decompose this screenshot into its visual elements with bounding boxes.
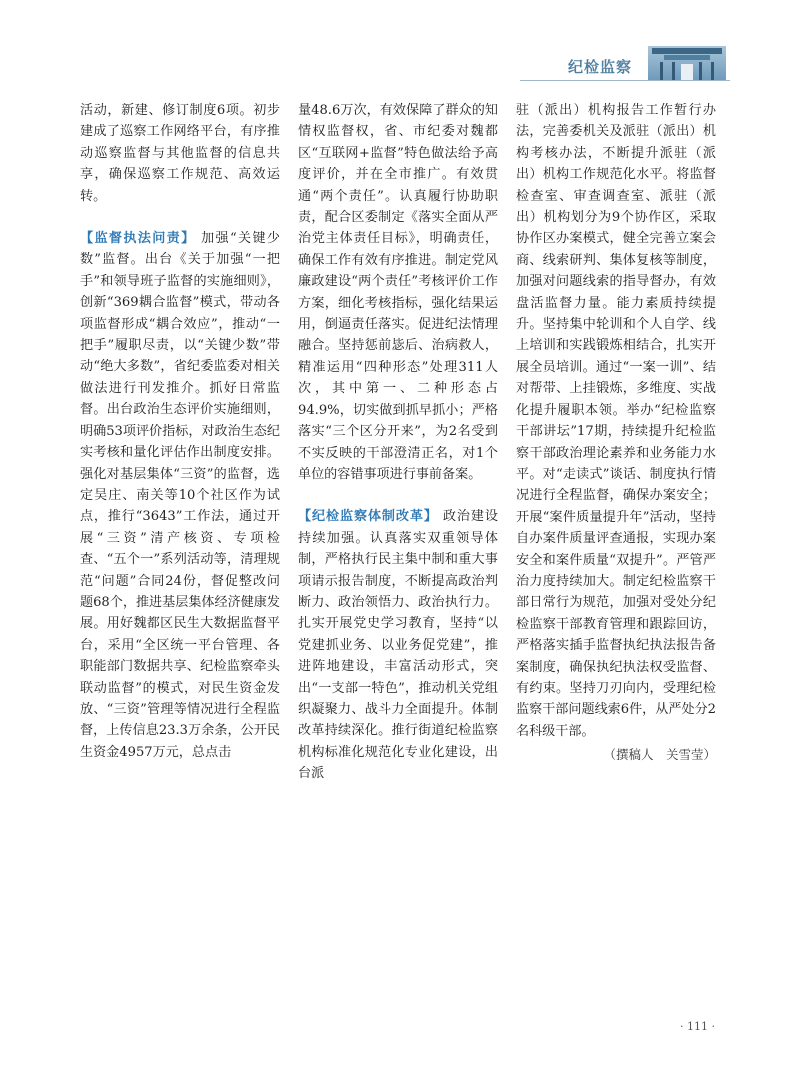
page-number: · 111 · bbox=[680, 1020, 715, 1033]
section-heading: 【监督执法问责】 bbox=[80, 231, 196, 247]
column-2 bbox=[298, 100, 498, 785]
paragraph: 活动，新建、修订制度6项。初步建成了巡察工作网络平台，有序推动巡察监督与其他监督的信息共享，确保巡察工作规范、高效运转。 bbox=[80, 103, 280, 204]
paragraph bbox=[298, 506, 498, 784]
column-1 bbox=[80, 100, 280, 763]
column-3 bbox=[516, 100, 716, 766]
author-signature: （撰稿人 关雪莹） bbox=[603, 747, 716, 763]
building-illustration-icon bbox=[648, 46, 726, 80]
section-body: 加强“关键少数”监督。出台《关于加强“一把手”和领导班子监督的实施细则》，创新“369耦合监督”模式，带动各项监督形成“耦合效应”，推动“一把手”履职尽责，以“关键少数”带动“绝大多数”，省纪委监委对相关做法进行刊发推介。抓好日常监督。出台政治生态评价实施细则，明确53项评价指标，对政治生态纪实考核和量化评估作出制度安排。强化对基层集体“三资”的监督，选定吴庄、南关等10个社区作为试点，推行“3643”工作法，通过开展“三资”清产核资、专项检查、“五个一”系列活动等，清理规范“问题”合同24份，督促整改问题68个，推进基层集体经济健康发展。用好魏都区民生大数据监督平台，采用“全区统一平台管理、各职能部门数据共享、纪检监察牵头联动监督”的模式，对民生资金发放、“三资”管理等情况进行全程监督，上传信息23.3万余条，公开民生资金4957万元，总点击 bbox=[80, 231, 280, 760]
paragraph: 量48.6万次，有效保障了群众的知情权监督权，省、市纪委对魏都区“互联网+监督”特色做法给予高度评价，并在全市推广。有效贯通“两个责任”。认真履行协助职责，配合区委制定《落实全面从严治党主体责任目标》，明确责任，确保工作有效有序推进。制定党风廉政建设“两个责任”考核评价工作方案，细化考核指标，强化结果运用，倒逼责任落实。促进纪法情理融合。坚持惩前毖后、治病救人，精准运用“四种形态”处理311人次，其中第一、二种形态占94.9%，切实做到抓早抓小；严格落实“三个区分开来”，为2名受到不实反映的干部澄清正名，对1个单位的容错事项进行事前备案。 bbox=[298, 103, 498, 482]
header-divider bbox=[520, 80, 730, 81]
paragraph bbox=[80, 228, 280, 763]
section-title: 纪检监察 bbox=[568, 58, 633, 76]
section-heading: 【纪检监察体制改革】 bbox=[298, 509, 438, 525]
section-body: 政治建设持续加强。认真落实双重领导体制，严格执行民主集中制和重大事项请示报告制度，不断提高政治判断力、政治领悟力、政治执行力。扎实开展党史学习教育，坚持“以党建抓业务、以业务促党建”，推进阵地建设，丰富活动形式，突出“一支部一特色”，推动机关党组织凝聚力、战斗力全面提升。体制改革持续深化。推行街道纪检监察机构标准化规范化专业化建设，出台派 bbox=[298, 509, 499, 782]
paragraph: 驻（派出）机构报告工作暂行办法，完善委机关及派驻（派出）机构考核办法，不断提升派驻（派出）机构工作规范化水平。将监督检查室、审查调查室、派驻（派出）机构划分为9个协作区，采取协作区办案模式，健全完善立案会商、线索研判、集体复核等制度，加强对问题线索的指导督办，有效盘活监督力量。能力素质持续提升。坚持集中轮训和个人自学、线上培训和实践锻炼相结合，扎实开展全员培训。通过“一案一训”、结对帮带、上挂锻炼，多维度、实战化提升履职本领。举办“纪检监察干部讲坛”17期，持续提升纪检监察干部政治理论素养和业务能力水平。对“走读式”谈话、制度执行情况进行全程监督，确保办案安全；开展“案件质量提升年”活动，坚持自办案件质量评查通报，实现办案安全和案件质量“双提升”。严管严治力度持续加大。制定纪检监察干部日常行为规范，加强对受处分纪检监察干部教育管理和跟踪回访，严格落实插手监督执纪执法报告备案制度，确保执纪执法权受监督、有约束。坚持刀刃向内，受理纪检监察干部问题线索6件，从严处分2名科级干部。 bbox=[516, 103, 716, 739]
